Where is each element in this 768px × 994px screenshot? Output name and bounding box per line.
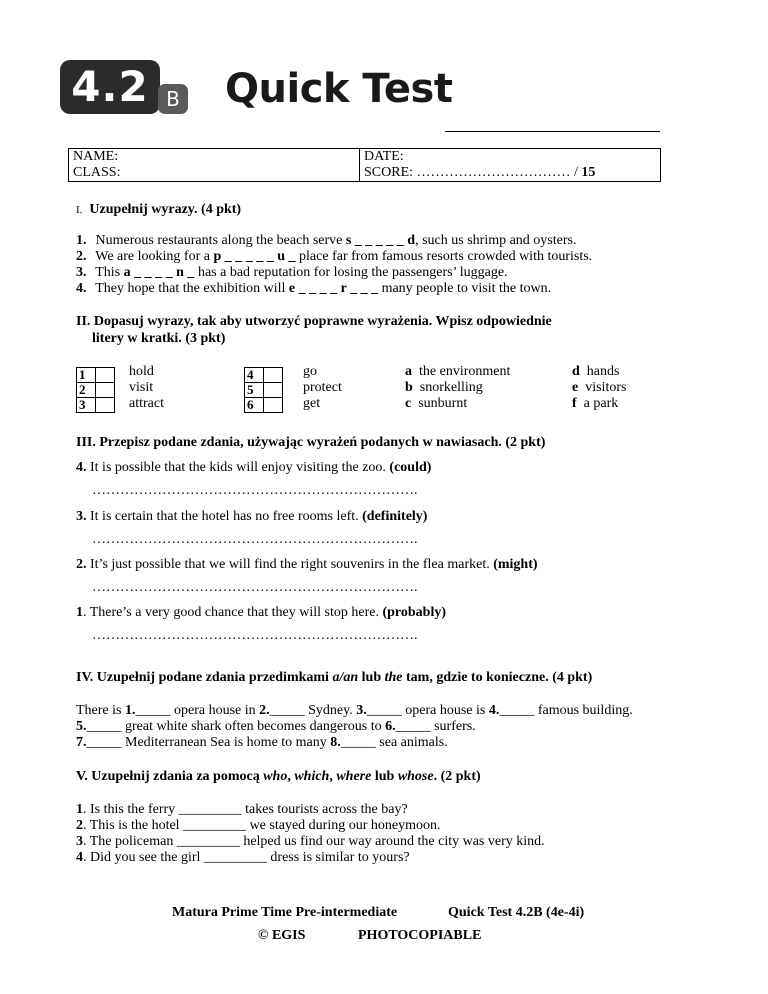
test-number-badge: 4.2 xyxy=(60,60,160,114)
section-2-heading: II. Dopasuj wyrazy, tak aby utworzyć poprawne wyrażenia. Wpisz odpowiednie xyxy=(76,314,552,329)
list-item: 4. They hope that the exhibition will e _ _ _ _ r _ _ _ many people to visit the town. xyxy=(76,281,552,296)
list-item: 2. It’s just possible that we will find the right souvenirs in the flea market. (might) xyxy=(76,557,538,572)
answer-boxes-1-3: 1 2 3 xyxy=(76,367,115,413)
footer-book-title: Matura Prime Time Pre-intermediate xyxy=(172,905,398,920)
list-item: 1. Numerous restaurants along the beach serve s _ _ _ _ _ d, such us shrimp and oysters. xyxy=(76,233,577,248)
answer-box[interactable] xyxy=(96,368,115,383)
gap-fill-line: 7._____ Mediterranean Sea is home to many 8._____ sea animals. xyxy=(76,735,448,750)
section-3-heading: III. Przepisz podane zdania, używając wyrażeń podanych w nawiasach. (2 pkt) xyxy=(76,435,546,450)
list-item: 1. There’s a very good chance that they will stop here. (probably) xyxy=(76,605,447,620)
footer-photocopiable: PHOTOCOPIABLE xyxy=(358,928,482,943)
answer-line[interactable]: ……………………………………………………………. xyxy=(92,580,418,595)
section-2-heading-cont: litery w kratki. (3 pkt) xyxy=(92,331,226,346)
answer-line[interactable]: ……………………………………………………………. xyxy=(92,628,418,643)
answer-line[interactable]: ……………………………………………………………. xyxy=(92,532,418,547)
list-item: 2. This is the hotel _________ we stayed during our honeymoon. xyxy=(76,818,441,833)
answer-box[interactable] xyxy=(264,398,283,413)
section-1-heading: I. Uzupełnij wyrazy. (4 pkt) xyxy=(76,202,242,217)
list-item: 3. The policeman _________ helped us find our way around the city was very kind. xyxy=(76,834,545,849)
word-list-4: d hands e visitors f a park xyxy=(572,364,627,411)
date-score-field[interactable]: DATE: SCORE: …………………………… / 15 xyxy=(360,149,661,182)
footer-copyright: © EGIS xyxy=(258,928,306,943)
answer-box[interactable] xyxy=(264,368,283,383)
list-item: 1. Is this the ferry _________ takes tourists across the bay? xyxy=(76,802,408,817)
word-list-2: go protect get xyxy=(303,364,342,411)
student-info-table xyxy=(68,148,661,182)
section-4-heading: IV. Uzupełnij podane zdania przedimkami a/an lub the tam, gdzie to konieczne. (4 pkt) xyxy=(76,670,593,685)
answer-box[interactable] xyxy=(96,398,115,413)
gap-fill-line: 5._____ great white shark often becomes dangerous to 6._____ surfers. xyxy=(76,719,476,734)
name-field[interactable]: NAME: CLASS: xyxy=(69,149,360,182)
answer-box[interactable] xyxy=(96,383,115,398)
word-list-3: a the environment b snorkelling c sunburnt xyxy=(405,364,511,411)
list-item: 3. It is certain that the hotel has no free rooms left. (definitely) xyxy=(76,509,428,524)
list-item: 3. This a _ _ _ _ n _ has a bad reputation for losing the passengers’ luggage. xyxy=(76,265,508,280)
test-version-badge: B xyxy=(158,84,188,114)
gap-fill-line: There is 1._____ opera house in 2._____ Sydney. 3._____ opera house is 4._____ famous building. xyxy=(76,703,633,718)
answer-boxes-4-6: 4 5 6 xyxy=(244,367,283,413)
list-item: 4. Did you see the girl _________ dress is similar to yours? xyxy=(76,850,410,865)
divider xyxy=(445,131,660,132)
list-item: 4. It is possible that the kids will enjoy visiting the zoo. (could) xyxy=(76,460,432,475)
answer-box[interactable] xyxy=(264,383,283,398)
word-list-1: hold visit attract xyxy=(129,364,164,411)
answer-line[interactable]: ……………………………………………………………. xyxy=(92,483,418,498)
section-5-heading: V. Uzupełnij zdania za pomocą who, which, where lub whose. (2 pkt) xyxy=(76,769,481,784)
footer-test-code: Quick Test 4.2B (4e-4i) xyxy=(448,905,585,920)
page-title: Quick Test xyxy=(225,66,453,112)
list-item: 2. We are looking for a p _ _ _ _ _ u _ place far from famous resorts crowded with tourists. xyxy=(76,249,593,264)
